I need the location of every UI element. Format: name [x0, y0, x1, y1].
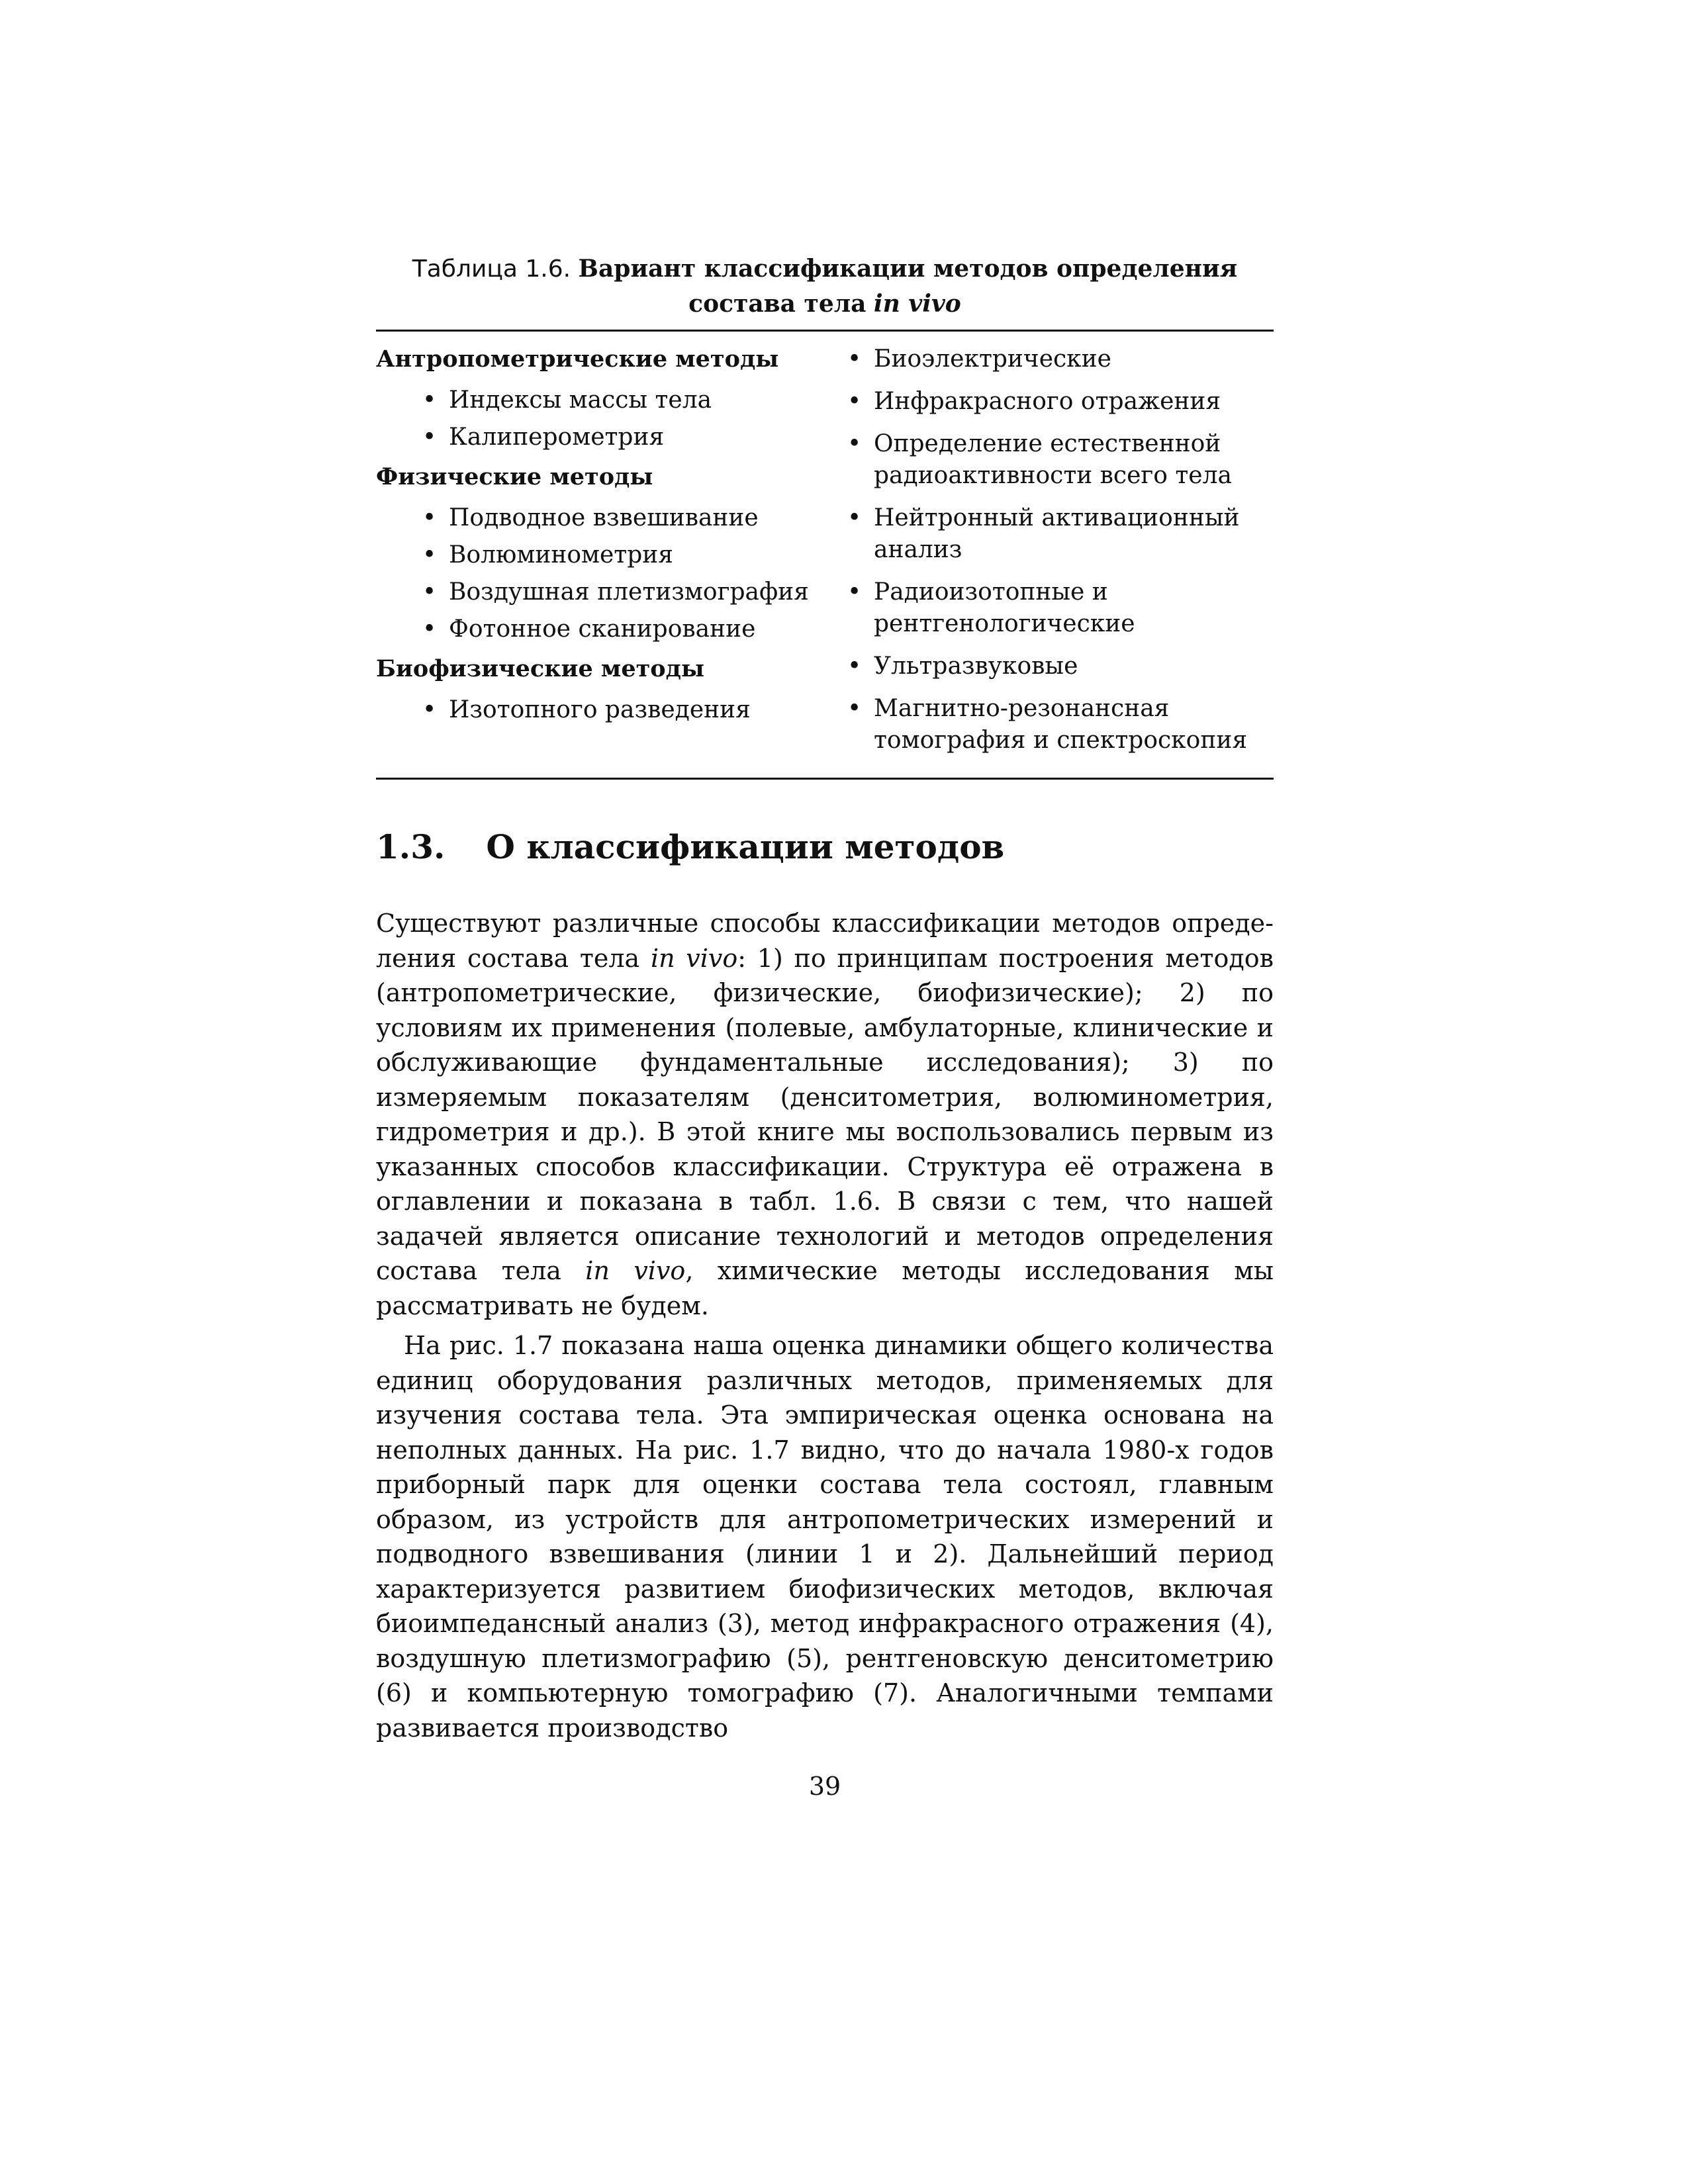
page-number: 39	[808, 1772, 841, 1801]
group-items	[376, 502, 847, 645]
bullet-icon: •	[847, 345, 862, 373]
list-item: • Волюминометрия	[422, 539, 847, 571]
list-item: • Изотопного разведения	[422, 694, 847, 726]
table-bottom-rule	[376, 778, 1274, 780]
bullet-icon: •	[422, 541, 437, 569]
group-title: Физические методы	[376, 463, 653, 490]
table-caption-title-line2: состава тела	[688, 290, 867, 318]
group-title: Антропометрические методы	[376, 345, 779, 373]
body-paragraph-1: Существуют различные способы классификации методов определения состава тела in vivo: 1) по принципам построения методов (антропометрические, физические, биофизические); 2) по условиям их применения (полевые, амбулаторные, клинические и обслуживающие фундаментальные исследования); 3) по измеряемым показателям (денситометрия, волюминометрия, гидрометрия и др.). В этой книге мы воспользовались первым из указанных способов классификации. Структура её отражена в оглавлении и показана в табл. 1.6. В связи с тем, что нашей задачей является описание технологий и методов определения состава тела in vivo, химические методы исследования мы рассматривать не будем.	[376, 909, 1274, 1320]
classification-table	[376, 332, 1274, 778]
bullet-icon: •	[422, 615, 437, 643]
bullet-icon: •	[422, 387, 437, 414]
bullet-icon: •	[847, 578, 862, 606]
section-number: 1.3.	[376, 827, 445, 866]
list-item: • Магнитно-резонансная томография и спектроскопия	[847, 693, 1274, 756]
table-caption-title-line1: Вариант классификации методов определения	[578, 255, 1238, 283]
list-item: • Определение естественной радиоактивности всего тела	[847, 428, 1274, 492]
group-items	[376, 694, 847, 726]
group-anthropometric	[376, 343, 847, 453]
group-title: Биофизические методы	[376, 655, 705, 682]
bullet-icon: •	[847, 653, 862, 680]
list-item: • Инфракрасного отражения	[847, 386, 1274, 418]
body-paragraph-2: На рис. 1.7 показана наша оценка динамики общего количества единиц оборудования различных методов, применяемых для изучения состава тела. Эта эмпирическая оценка основана на неполных данных. На рис. 1.7 видно, что до начала 1980-х годов приборный парк для оценки состава тела состоял, главным образом, из устройств для антропометрических измерений и подводного взвешивания (линии 1 и 2). Дальнейший период характеризуется развитием биофизических методов, включая биоимпедансный анализ (3), метод инфракрасного отражения (4), воздушную плетизмографию (5), рентгеновскую денситометрию (6) и компьютерную томографию (7). Аналогичными темпами развивается производство	[376, 1331, 1274, 1743]
list-item: • Индексы массы тела	[422, 385, 847, 416]
group-physical	[376, 461, 847, 645]
biophysical-items	[847, 343, 1274, 756]
section-title: О классификации методов	[486, 827, 1005, 866]
bullet-icon: •	[422, 696, 437, 723]
table-left-column	[376, 343, 847, 767]
bullet-icon: •	[847, 388, 862, 415]
bullet-icon: •	[847, 695, 862, 722]
bullet-icon: •	[422, 424, 437, 451]
bullet-icon: •	[422, 504, 437, 531]
bullet-icon: •	[847, 504, 862, 531]
table-caption	[376, 251, 1274, 322]
table-caption-title-italic: in vivo	[873, 290, 961, 318]
table-right-column	[847, 343, 1274, 767]
list-item: • Калиперометрия	[422, 422, 847, 453]
list-item: • Воздушная плетизмография	[422, 576, 847, 608]
section-heading	[376, 827, 1274, 866]
list-item: • Нейтронный активационный анализ	[847, 502, 1274, 566]
group-items	[376, 385, 847, 453]
list-item: • Биоэлектрические	[847, 343, 1274, 375]
bullet-icon: •	[422, 578, 437, 606]
list-item: • Радиоизотопные и рентгенологические	[847, 576, 1274, 640]
group-biophysical	[376, 653, 847, 726]
bullet-icon: •	[847, 430, 862, 457]
list-item: • Ультразвуковые	[847, 651, 1274, 682]
book-page	[376, 251, 1274, 1801]
table-caption-label: Таблица 1.6.	[412, 255, 571, 283]
list-item: • Фотонное сканирование	[422, 614, 847, 645]
list-item: • Подводное взвешивание	[422, 502, 847, 534]
